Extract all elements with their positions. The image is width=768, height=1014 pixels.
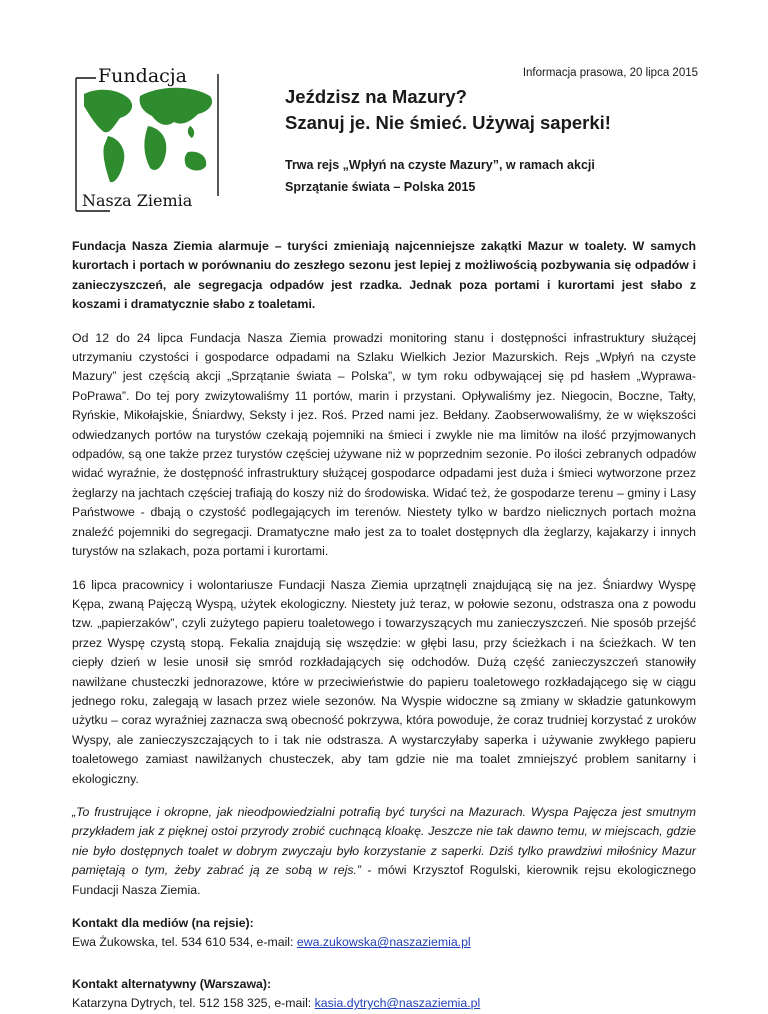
subtitle-line-1: Trwa rejs „Wpłyń na czyste Mazury”, w ramach akcji — [285, 158, 595, 172]
contact-media — [72, 914, 696, 953]
contact-alternative — [72, 975, 696, 1014]
quote-attribution: - mówi Krzysztof Rogulski, kierownik rejsu ekologicznego Fundacji Nasza Ziemia. — [72, 863, 696, 897]
document-body — [72, 237, 696, 1014]
contact-alt-heading: Kontakt alternatywny (Warszawa): — [72, 976, 272, 991]
quote-text: „To frustrujące i okropne, jak nieodpowiedzialni potrafią być turyści na Mazurach. Wyspa Pajęcza jest smutnym przykładem jak z pięknej ostoi przyrody zrobić cuchnącą kloakę. Jeszcze nie tak dawno temu, w miejscach, gdzie nie było dostępnych toalet w dobrym zwyczaju było korzystanie z saperki. Dziś tylko prawdziwi miłośnicy Mazur pamiętają o tym, żeby zabrać ją ze sobą w rejs.” — [72, 804, 696, 878]
logo — [70, 56, 230, 216]
title-line-1: Jeździsz na Mazury? — [285, 86, 467, 107]
page-title — [285, 84, 611, 136]
contact-media-heading: Kontakt dla mediów (na rejsie): — [72, 916, 254, 930]
quote-paragraph — [72, 803, 696, 900]
title-line-2: Szanuj je. Nie śmieć. Używaj saperki! — [285, 112, 611, 133]
logo-text-bottom: Nasza Ziemia — [82, 191, 193, 210]
contact-alt-text: Katarzyna Dytrych, tel. 512 158 325, e-mail: — [72, 996, 315, 1011]
paragraph-island: 16 lipca pracownicy i wolontariusze Fundacji Nasza Ziemia uprzątnęli znajdującą się na jez. Śniardwy Wyspę Kępa, zwaną Pajęczą Wyspą, użytek ekologiczny. Niestety już teraz, w połowie sezonu, odstrasza ona z powodu tzw. „papierzaków”, czyli zużytego papieru toaletowego i towarzyszących mu zanieczyszczeń. Nie sposób przejść przez Wyspę czystą stopą. Fekalia znajdują się wszędzie: w głębi lasu, przy ścieżkach i na ścieżkach. W ten ciepły dzień w lesie unosił się smród rozkładających się odchodów. Dużą część zanieczyszczeń stanowiły nawilżane chusteczki jednorazowe, które w przeciwieństwie do papieru toaletowego rozkładającego się w ciągu jednego roku, zalegają w lasach przez wiele sezonów. Na Wyspie widoczne są zmiany w składzie gatunkowym użytku – coraz wyraźniej zaznacza swą obecność pokrzywa, która powoduje, że coraz trudniej korzystać z uroków Wyspy, ale zanieczyszczających to i tak nie odstrasza. A wystarczyłaby saperka i używanie zwykłego papieru toaletowego zamiast nawilżanych chusteczek, aby tam gdzie nie ma toalet zmniejszyć problem sanitarny i ekologiczny. — [72, 577, 696, 786]
logo-text-top: Fundacja — [98, 65, 188, 87]
press-release-date: Informacja prasowa, 20 lipca 2015 — [522, 67, 698, 79]
subtitle — [285, 154, 595, 198]
paragraph-monitoring: Od 12 do 24 lipca Fundacja Nasza Ziemia prowadzi monitoring stanu i dostępności infrastruktury służącej utrzymaniu czystości i gospodarce odpadami na Szlaku Wielkich Jezior Mazurskich. Rejs „Wpłyń na czyste Mazury” jest częścią akcji „Sprzątanie świata – Polska”, w tym roku odbywającej się pd hasłem „Wyprawa-PoPrawa”. Do tej pory zwizytowaliśmy 11 portów, marin i przystani. Opływaliśmy jez. Niegocin, Boczne, Tałty, Ryńskie, Mikołajskie, Śniardwy, Seksty i jez. Roś. Przed nami jez. Bełdany. Zaobserwowaliśmy, że w większości odwiedzanych portów na turystów czekają pojemniki na śmieci i zwykle nie ma limitów na ilość przyjmowanych odpadów, są one także przez turystów częściej używane niż w poprzednim sezonie. Po ilości zebranych odpadów widać wyraźnie, że dostępność infrastruktury służącej gospodarce odpadami jest duża i śmieci wytworzone przez żeglarzy na jachtach częściej trafiają do koszy niż do środowiska. Widać też, że gospodarze terenu – gminy i Lasy Państwowe - dbają o czystość podlegających im terenów. Niestety tylko w bardzo nielicznych portach można znaleźć pojemniki do segregacji. Dramatyczne mało jest za to toalet dostępnych dla żeglarzy, kajakarzy i innych turystów na szlakach, poza portami i kurortami. — [72, 330, 696, 559]
world-map-logo-icon — [70, 56, 230, 216]
contact-media-email-link[interactable]: ewa.zukowska@naszaziemia.pl — [296, 935, 471, 950]
contact-media-text: Ewa Żukowska, tel. 534 610 534, e-mail: — [72, 935, 297, 950]
lead-paragraph: Fundacja Nasza Ziemia alarmuje – turyści zmieniają najcenniejsze zakątki Mazur w toalety. W samych kurortach i portach w porównaniu do zeszłego sezonu jest lepiej z możliwością pozbywania się odpadów i zanieczyszczeń, ale segregacja odpadów jest rzadka. Jednak poza portami i kurortami jest słabo z koszami i dramatycznie słabo z toaletami. — [72, 239, 696, 312]
contact-alt-email-link[interactable]: kasia.dytrych@naszaziemia.pl — [314, 996, 481, 1011]
subtitle-line-2: Sprzątanie świata – Polska 2015 — [285, 180, 476, 194]
